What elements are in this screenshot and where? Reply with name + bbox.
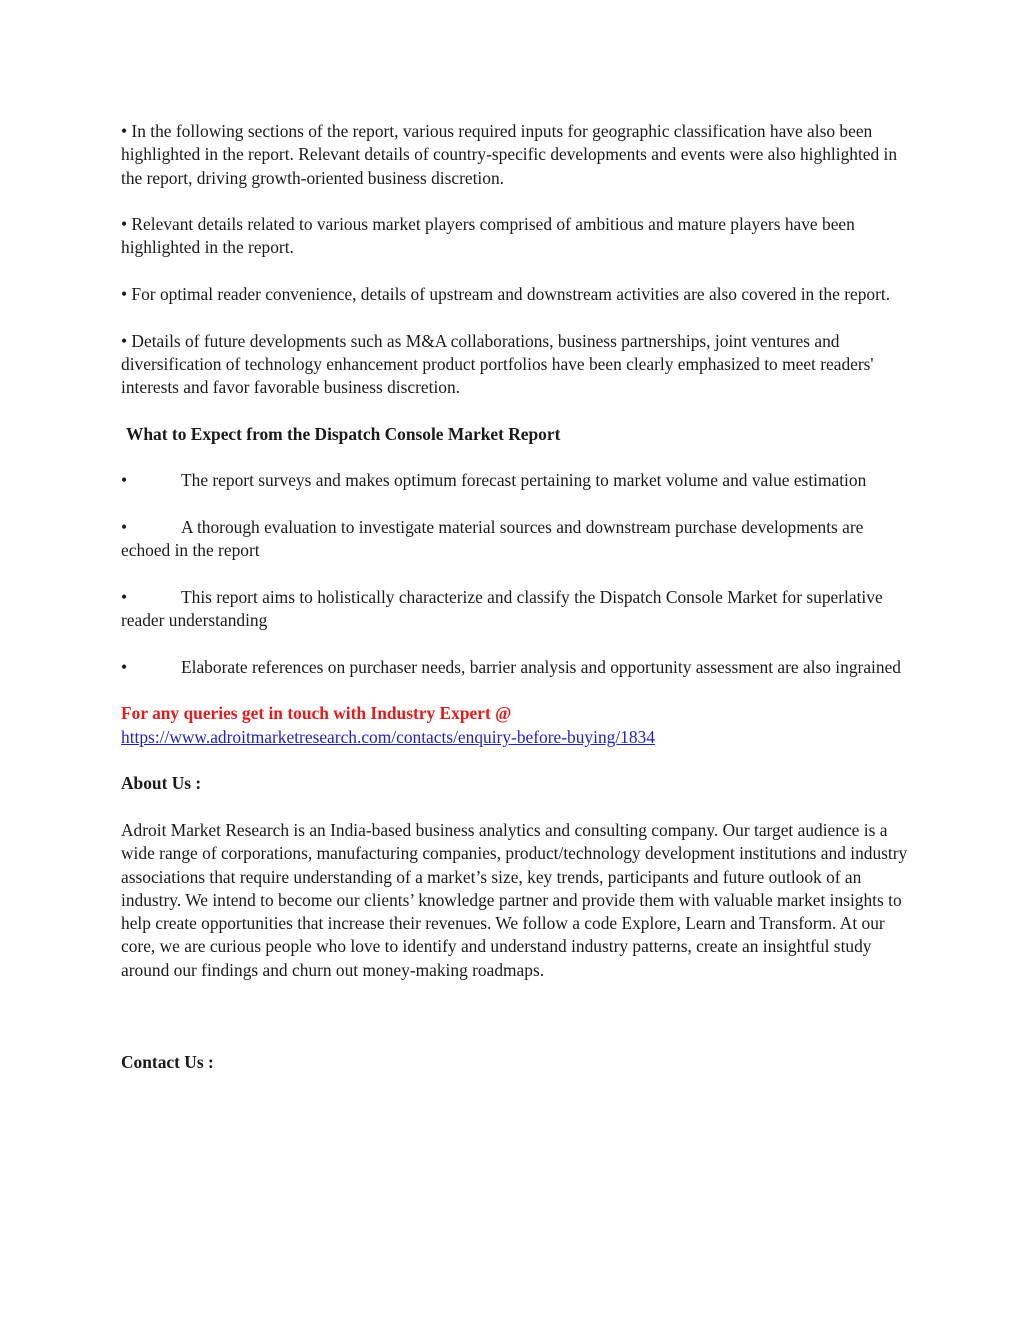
expect-item-text: The report surveys and makes optimum forecast pertaining to market volume and value estimation: [181, 470, 867, 491]
query-label: For any queries get in touch with Industry Expert @: [121, 703, 512, 724]
expect-item: [121, 516, 911, 563]
about-body: Adroit Market Research is an India-based business analytics and consulting company. Our target audience is a wide range of corporations, manufacturing companies, product/technology development institutions and industry associations that require understanding of a market’s size, key trends, participants and future outlook of an industry. We intend to become our clients’ knowledge partner and provide them with valuable market insights to help create opportunities that increase their revenues. We follow a code Explore, Learn and Transform. At our core, we are curious people who love to identify and understand industry patterns, create an insightful study around our findings and churn out money-making roadmaps.: [121, 819, 908, 980]
enquiry-link[interactable]: https://www.adroitmarketresearch.com/contacts/enquiry-before-buying/1834: [121, 726, 655, 747]
expect-item: [121, 586, 911, 633]
expect-item-text: A thorough evaluation to investigate material sources and downstream purchase developments are echoed in the report: [121, 517, 864, 561]
contact-heading: Contact Us :: [121, 1052, 214, 1073]
document-page: [121, 120, 911, 1098]
intro-bullet-geographic: • In the following sections of the report, various required inputs for geographic classification have also been highlighted in the report. Relevant details of country-specific developments and events were also highlighted in the report, driving growth-oriented business discretion.: [121, 121, 898, 188]
intro-bullet-upstream-downstream: • For optimal reader convenience, details of upstream and downstream activities are also covered in the report.: [121, 284, 891, 305]
bullet-symbol: •: [121, 517, 128, 538]
bullet-symbol: •: [121, 470, 128, 491]
expect-item: [121, 469, 911, 492]
bullet-symbol: •: [121, 586, 128, 607]
about-heading: About Us :: [121, 773, 202, 794]
expect-item-text: This report aims to holistically characterize and classify the Dispatch Console Market for superlative reader understanding: [121, 586, 883, 631]
section-spacer: [121, 1005, 911, 1051]
query-block: [121, 702, 911, 749]
expect-heading: What to Expect from the Dispatch Console Market Report: [126, 423, 561, 444]
expect-item-text: Elaborate references on purchaser needs, barrier analysis and opportunity assessment are also ingrained: [181, 656, 901, 677]
expect-item: [121, 656, 911, 679]
intro-bullet-market-players: • Relevant details related to various market players comprised of ambitious and mature players have been highlighted in the report.: [121, 214, 855, 258]
intro-bullet-future-developments: • Details of future developments such as M&A collaborations, business partnerships, joint ventures and diversification of technology enhancement product portfolios have been clearly emphasized to meet readers' interests and favor favorable business discretion.: [121, 330, 874, 398]
bullet-symbol: •: [121, 656, 128, 677]
